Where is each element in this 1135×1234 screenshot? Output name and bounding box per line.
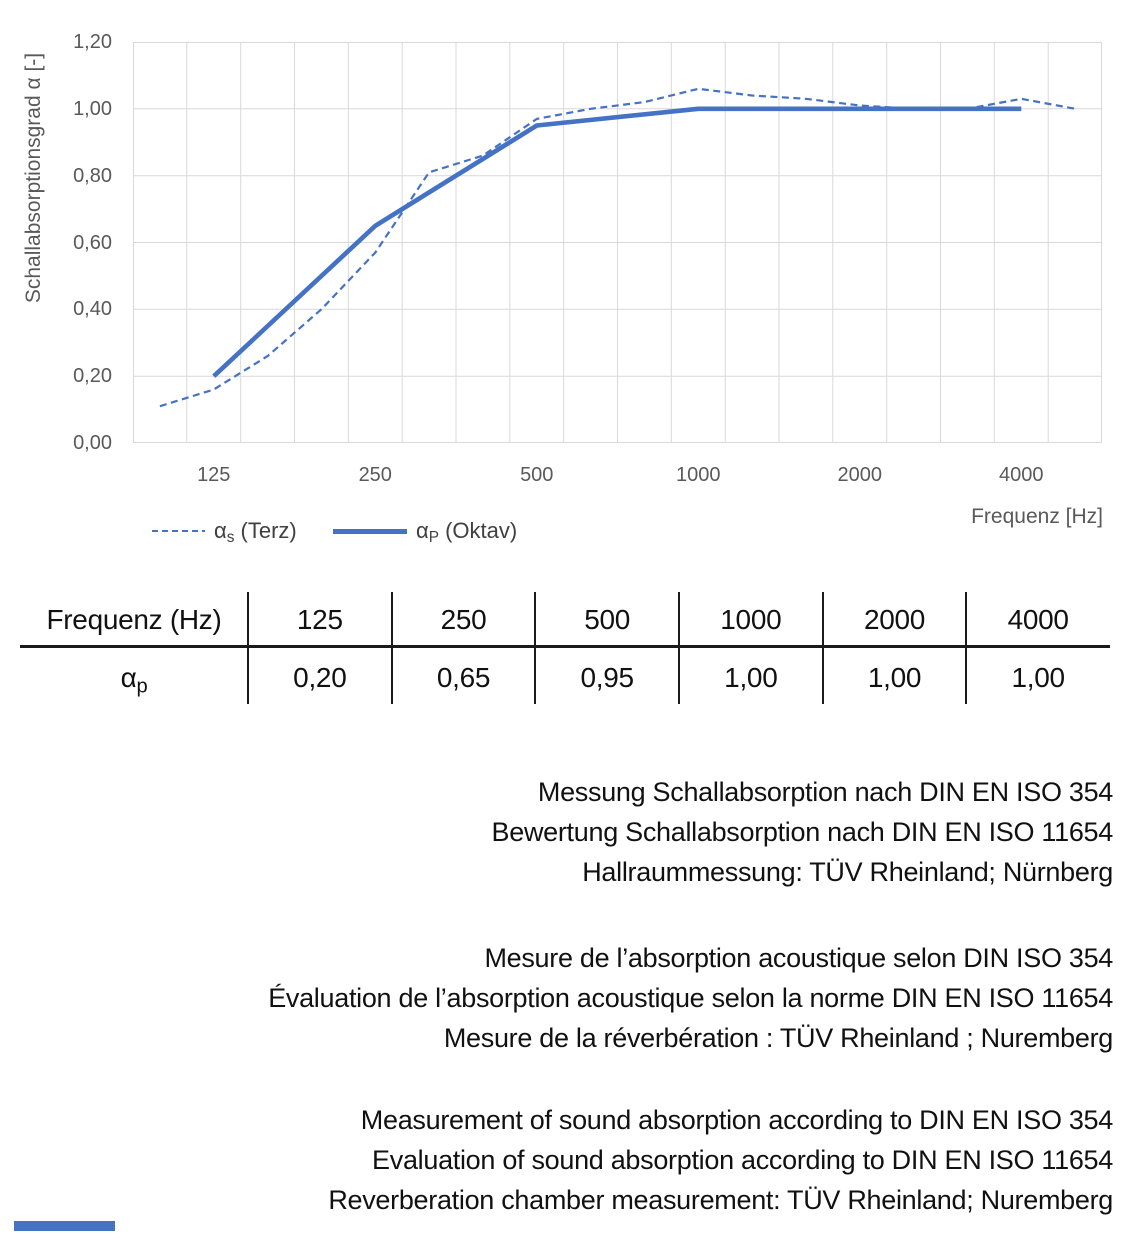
table-column-divider	[247, 592, 249, 704]
x-tick-label: 1000	[676, 464, 721, 486]
table-header-cell: 4000	[1007, 604, 1069, 635]
notes-german	[492, 772, 1113, 892]
table-header-rule	[20, 645, 1110, 648]
legend-label: $\alpha_P$ (Oktav)	[416, 518, 518, 546]
x-tick-label: 500	[520, 464, 554, 486]
solid-line-sample	[333, 529, 407, 534]
note-line: Messung Schallabsorption nach DIN EN ISO 354	[537, 777, 1113, 807]
table-header-cell: 500	[584, 604, 631, 635]
x-tick-label: 250	[358, 464, 392, 486]
x-axis-title: Frequenz [Hz]	[971, 505, 1103, 528]
legend-label: $\alpha_s$ (Terz)	[214, 518, 297, 546]
table-column-divider	[534, 592, 536, 704]
note-line: Bewertung Schallabsorption nach DIN EN ISO 11654	[491, 817, 1113, 847]
y-tick-label: 0,60	[73, 231, 112, 254]
notes-english	[328, 1100, 1113, 1220]
note-line: Evaluation of sound absorption according to DIN EN ISO 11654	[372, 1145, 1113, 1175]
table-value-cell: 1,00	[867, 662, 922, 693]
dashed-line-sample	[152, 530, 205, 532]
table-value-cell: 0,20	[293, 662, 347, 693]
table-column-divider	[965, 592, 967, 704]
table-header-cell: 125	[296, 604, 343, 635]
table-column-divider	[822, 592, 824, 704]
table-row-label: $\alpha_p$	[120, 662, 148, 698]
note-line: Measurement of sound absorption according to DIN EN ISO 354	[360, 1105, 1113, 1135]
legend-item-terz	[152, 518, 297, 544]
y-axis-title: Schallabsorptionsgrad α [-]	[22, 52, 45, 304]
y-tick-label: 1,20	[73, 31, 112, 53]
y-tick-label: 0,40	[73, 298, 112, 321]
x-tick-label: 4000	[999, 464, 1044, 486]
table-value-cell: 0,95	[580, 662, 634, 693]
plot-area	[133, 42, 1102, 443]
table-column-divider	[391, 592, 393, 704]
table-value-cell: 1,00	[724, 662, 778, 693]
brand-accent-bar	[14, 1221, 115, 1231]
y-tick-label: 1,00	[73, 97, 112, 120]
table-header-cell: 2000	[863, 604, 926, 635]
notes-french	[268, 938, 1113, 1058]
note-line: Mesure de la réverbération : TÜV Rheinland ; Nuremberg	[443, 1023, 1113, 1053]
table-value-cell: 0,65	[436, 662, 491, 693]
legend-item-oktav	[333, 518, 517, 544]
table-header-cell: Frequenz (Hz)	[46, 604, 222, 635]
note-line: Reverberation chamber measurement: TÜV Rheinland; Nuremberg	[328, 1185, 1113, 1215]
table-header-cell: 250	[440, 604, 487, 635]
table-column-divider	[678, 592, 680, 704]
y-tick-label: 0,00	[73, 432, 112, 454]
y-tick-label: 0,20	[73, 365, 112, 388]
x-tick-label: 125	[197, 464, 231, 486]
y-tick-label: 0,80	[73, 164, 112, 187]
x-tick-label: 2000	[837, 464, 882, 486]
table-header-cell: 1000	[720, 604, 782, 635]
table-value-cell: 1,00	[1011, 662, 1065, 693]
note-line: Évaluation de l’absorption acoustique selon la norme DIN EN ISO 11654	[268, 983, 1113, 1013]
note-line: Hallraummessung: TÜV Rheinland; Nürnberg	[582, 857, 1113, 887]
note-line: Mesure de l’absorption acoustique selon DIN ISO 354	[484, 943, 1113, 973]
